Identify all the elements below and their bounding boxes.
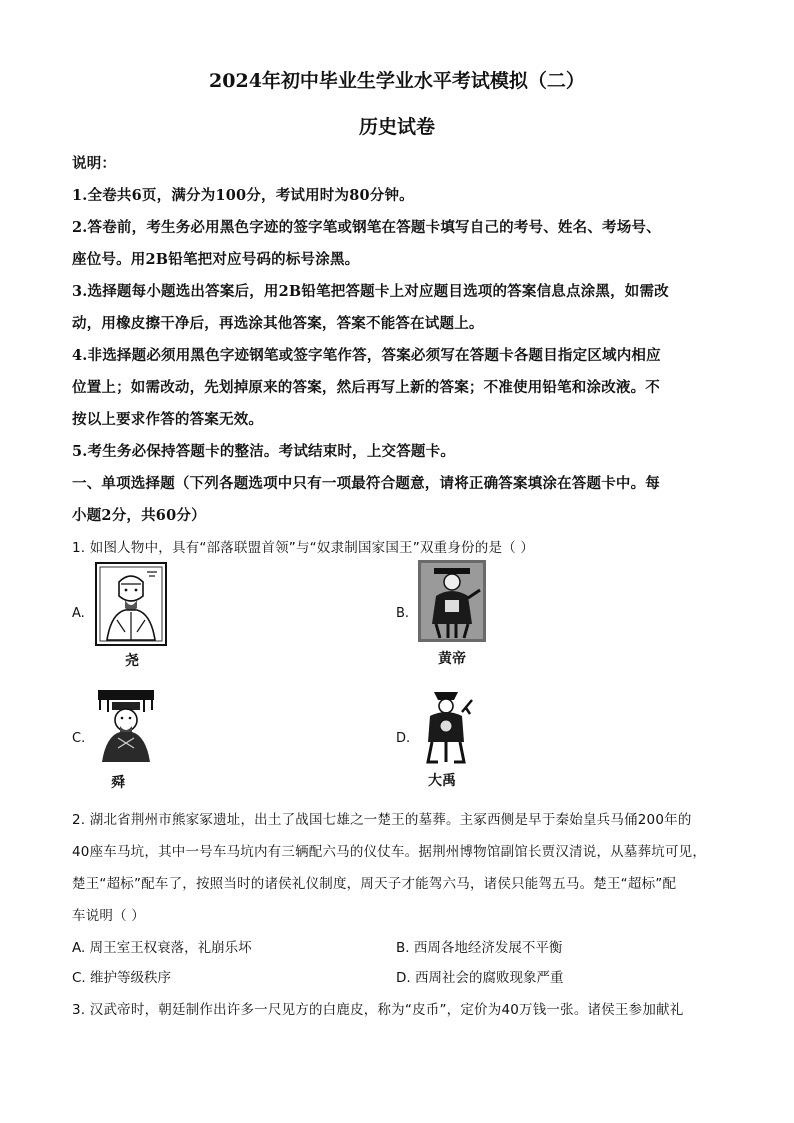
q2-choice-a: A. 周王室王权衰落，礼崩乐坏 bbox=[72, 940, 252, 956]
option-b-caption: 黄帝 bbox=[438, 651, 466, 667]
section-heading-cont: 小题2分，共60分） bbox=[72, 507, 206, 524]
instruction-line: 3.选择题每小题选出答案后，用2B铅笔把答题卡上对应题目选项的答案信息点涂黑，如需改 bbox=[72, 283, 669, 300]
q2-choice-b: B. 西周各地经济发展不平衡 bbox=[396, 940, 563, 956]
instruction-line: 1.全卷共6页，满分为100分，考试用时为80分钟。 bbox=[72, 187, 414, 204]
option-c-label: C. bbox=[72, 731, 86, 746]
question-3-line: 3. 汉武帝时，朝廷制作出许多一尺见方的白鹿皮，称为“皮币”，定价为40万钱一张。诸侯王参加献礼 bbox=[72, 1002, 684, 1018]
option-d-caption: 大禹 bbox=[428, 773, 456, 789]
figure-dayu bbox=[418, 686, 474, 766]
question-1-stem: 1. 如图人物中，具有“部落联盟首领”与“奴隶制国家国王”双重身份的是（ ） bbox=[72, 540, 535, 556]
instruction-line: 动，用橡皮擦干净后，再选涂其他答案，答案不能答在试题上。 bbox=[72, 315, 484, 332]
instruction-line: 位置上；如需改动，先划掉原来的答案，然后再写上新的答案；不准使用铅笔和涂改液。不 bbox=[72, 379, 660, 396]
option-c-caption: 舜 bbox=[111, 775, 125, 791]
question-2-line: 楚王“超标”配车了，按照当时的诸侯礼仪制度，周天子才能驾六马，诸侯只能驾五马。楚王“超标”配 bbox=[72, 876, 677, 892]
figure-huangdi bbox=[418, 560, 486, 642]
instruction-line: 4.非选择题必须用黑色字迹钢笔或签字笔作答，答案必须写在答题卡各题目指定区域内相应 bbox=[72, 347, 661, 364]
option-a-label: A. bbox=[72, 606, 85, 621]
question-2-line: 40座车马坑，其中一号车马坑内有三辆配六马的仪仗车。据荆州博物馆副馆长贾汉清说，从墓葬坑可见， bbox=[72, 844, 707, 860]
figure-shun bbox=[92, 688, 160, 764]
instruction-line: 2.答卷前，考生务必用黑色字迹的签字笔或钢笔在答题卡填写自己的考号、姓名、考场号、 bbox=[72, 219, 661, 236]
instruction-line: 座位号。用2B铅笔把对应号码的标号涂黑。 bbox=[72, 251, 360, 268]
figure-yao bbox=[95, 562, 167, 646]
question-2-line: 车说明（ ） bbox=[72, 908, 145, 924]
q2-choice-c: C. 维护等级秩序 bbox=[72, 970, 172, 986]
exam-subtitle: 历史试卷 bbox=[358, 116, 435, 138]
option-d-label: D. bbox=[396, 731, 411, 746]
instruction-line: 5.考生务必保持答题卡的整洁。考试结束时，上交答题卡。 bbox=[72, 443, 456, 460]
instruction-line: 按以上要求作答的答案无效。 bbox=[72, 411, 264, 428]
question-2-line: 2. 湖北省荆州市熊家冢遗址，出土了战国七雄之一楚王的墓葬。主冢西侧是早于秦始皇兵马俑200年的 bbox=[72, 812, 692, 828]
exam-title: 2024年初中毕业生学业水平考试模拟（二） bbox=[209, 70, 585, 92]
q2-choice-d: D. 西周社会的腐败现象严重 bbox=[396, 970, 564, 986]
section-heading: 一、单项选择题（下列各题选项中只有一项最符合题意，请将正确答案填涂在答题卡中。每 bbox=[72, 475, 660, 492]
option-a-caption: 尧 bbox=[125, 653, 139, 669]
instructions-heading: 说明： bbox=[72, 155, 117, 172]
option-b-label: B. bbox=[396, 606, 410, 621]
